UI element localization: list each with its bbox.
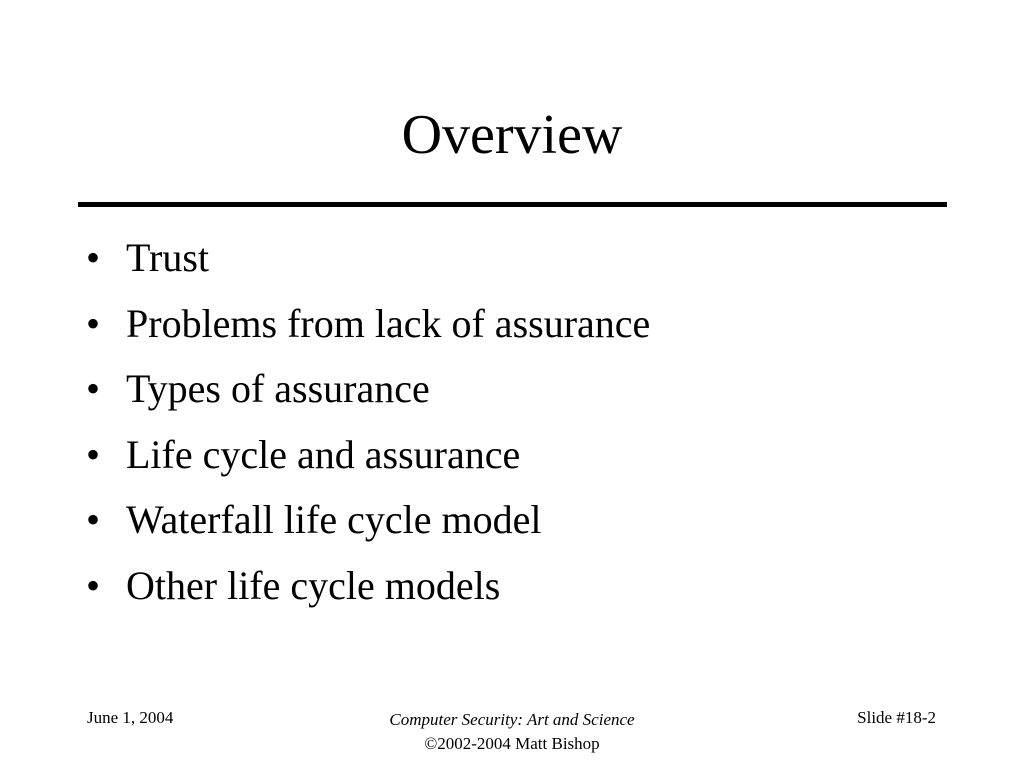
- bullet-icon: •: [86, 235, 101, 280]
- bullet-icon: •: [86, 497, 101, 543]
- footer-copyright: ©2002-2004 Matt Bishop: [424, 734, 600, 753]
- bullet-icon: •: [86, 300, 101, 346]
- footer-date: June 1, 2004: [87, 708, 174, 727]
- bullet-text: Problems from lack of assurance: [126, 300, 651, 346]
- slide-title: Overview: [401, 104, 623, 166]
- bullet-icon: •: [86, 562, 101, 608]
- bullet-text: Other life cycle models: [126, 562, 501, 608]
- bullet-icon: •: [86, 431, 101, 477]
- bullet-text: Types of assurance: [126, 366, 430, 412]
- bullet-text: Waterfall life cycle model: [126, 497, 542, 543]
- bullet-icon: •: [86, 366, 101, 412]
- footer-center: [312, 708, 712, 756]
- bullet-text: Life cycle and assurance: [126, 431, 521, 477]
- footer-course-title: Computer Security: Art and Science: [389, 710, 635, 729]
- title-divider: [78, 202, 947, 207]
- bullet-text: Trust: [126, 235, 210, 280]
- footer-slide-number: Slide #18-2: [857, 708, 936, 727]
